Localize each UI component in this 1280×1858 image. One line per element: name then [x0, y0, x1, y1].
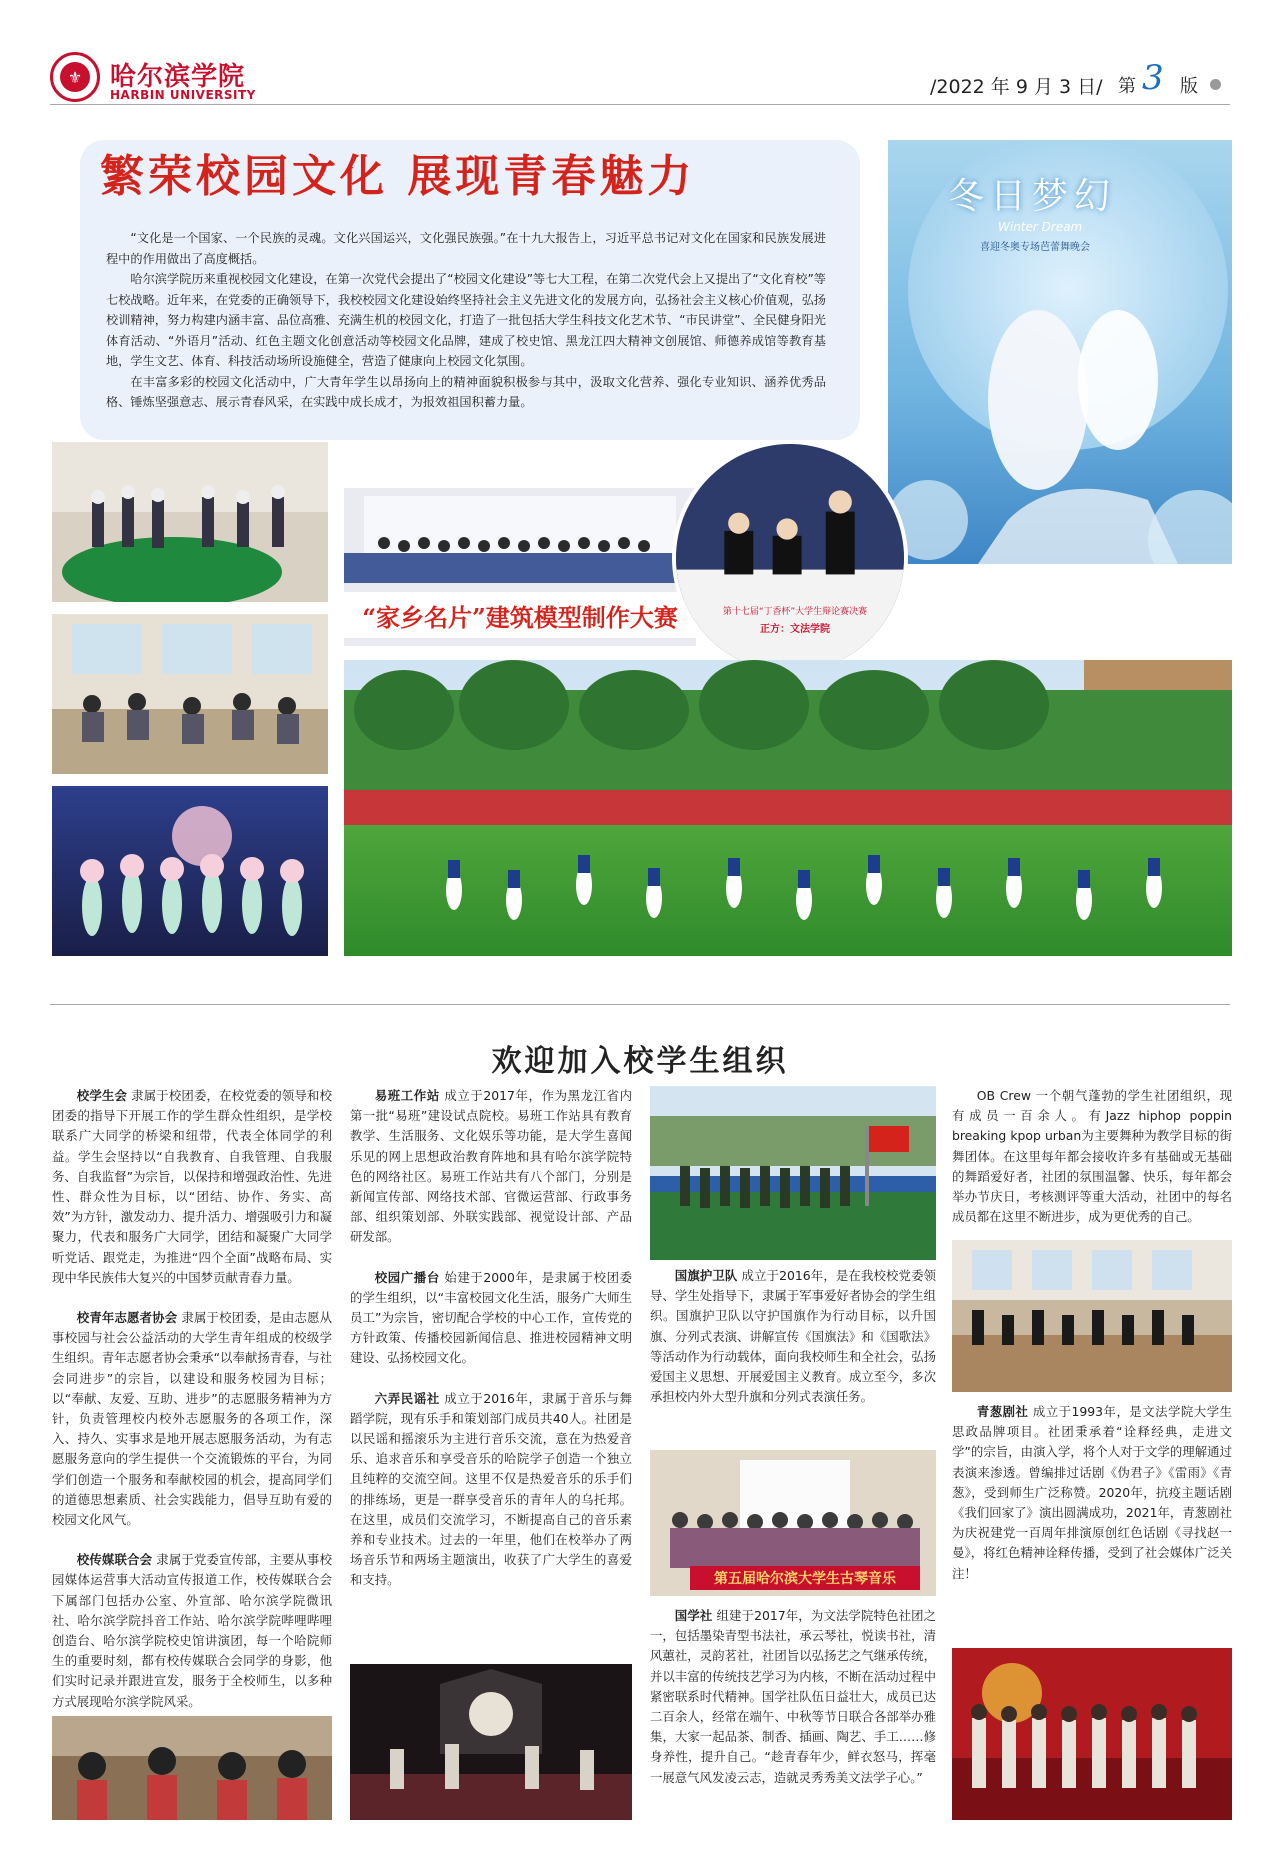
- debate-banner: 第十七届“丁香杯”大学生辩论赛决赛: [722, 607, 868, 617]
- guzheng-banner: 第五届哈尔滨大学生古琴音乐: [690, 1566, 920, 1590]
- intro-text: [106, 228, 826, 413]
- org-description: 成立于1993年，是文法学院大学生思政品牌项目。社团秉承着“诠释经典，走进文学”的宗旨，由演入学，将个人对于文学的理解通过表演来渗透。曾编排过话剧《伪君子》《雷雨》《青葱》，受到师生广泛称赞。2020年，抗疫主题话剧《我们回家了》演出圆满成功，2021年，青葱剧社为庆祝建党一百周年排演原创红色话剧《寻找赵一曼》，将红色精神诠释传播，受到了社会媒体广泛关注！: [952, 1404, 1232, 1581]
- school-name-en: HARBIN UNIVERSITY: [110, 88, 256, 102]
- org-description: 隶属于校团委，是由志愿从事校园与社会公益活动的大学生青年组成的校级学生组织。青年志愿者协会秉承“以奉献扬青春，与社会同进步”的宗旨，以建设和服务校园为目标；以“奉献、友爱、互助、进步”的志愿服务精神为方针，负责管理校内校外志愿服务的各项工作，深入、持久、实事求是地开展志愿服务活动，为有志愿服务意向的学生提供一个交流锻炼的平台，为同学们创造一个服务和奉献校园的机会，提高同学们的道德思想素质、社会实践能力，倡导互助有爱的校园文化风气。: [52, 1310, 332, 1528]
- column-3-top: [650, 1266, 936, 1427]
- main-headline: 繁荣校园文化 展现青春魅力: [100, 151, 696, 202]
- org-paragraph: [350, 1268, 632, 1369]
- org-paragraph: [52, 1308, 332, 1530]
- poster-title: 冬日梦幻: [948, 176, 1117, 217]
- org-description: 始建于2000年，是隶属于校团委的学生组织，以“丰富校园文化生活，服务广大师生员工”为宗旨，密切配合学校的中心工作，宣传党的方针政策、传播校园新闻信息、推进校园精神文明建设、弘扬校园文化。: [350, 1269, 632, 1366]
- dance-performance-photo: [52, 786, 328, 956]
- intro-paragraph: “文化是一个国家、一个民族的灵魂。文化兴国运兴，文化强民族强。”在十九大报告上，习近平总书记对文化在国家和民族发展进程中的作用做出了高度概括。: [106, 231, 826, 266]
- column-4-top: [952, 1086, 1232, 1247]
- org-description: OB Crew 一个朝气蓬勃的学生社团组织，现有成员一百余人。有Jazz hiphop poppin breaking kpop urban为主要舞种为教学目标的街舞团体。在这里每年都会接收许多有基础或无基础的舞蹈爱好者，社团的氛围温馨、快乐，每年都会举办节庆日，考核测评等重大活动，社团中的每名成员都在这里不断进步，成为更优秀的自己。: [952, 1088, 1232, 1225]
- org-description: 隶属于校团委，在校党委的领导和校团委的指导下开展工作的学生群众性组织，是学校联系广大同学的桥梁和纽带，代表全体同学的利益。学生会坚持以“自我教育、自我管理、自我服务、自我监督”为宗旨，以保持和增强政治性、先进性、群众性为目标，以“团结、协作、务实、高效”为方针，激发动力、提升活力、增强吸引力和凝聚力，代表和服务广大同学，团结和凝聚广大同学听党话、跟党走，为推进“四个全面”战略布局、实现中华民族伟大复兴的中国梦贡献青春力量。: [52, 1088, 332, 1285]
- org-name: 国学社: [674, 1608, 713, 1623]
- model-contest-photo: [344, 488, 696, 646]
- org-name: 青葱剧社: [976, 1404, 1029, 1419]
- folk-band-photo: [350, 1664, 632, 1820]
- flag-guard-photo: [650, 1086, 936, 1260]
- issue-date: /2022 年 9 月 3 日/: [930, 76, 1103, 98]
- org-paragraph: [650, 1266, 936, 1407]
- poster-description: 喜迎冬奥专场芭蕾舞晚会: [980, 242, 1090, 253]
- org-name: 校青年志愿者协会: [76, 1310, 178, 1326]
- section-title: 欢迎加入校学生组织: [491, 1044, 789, 1079]
- org-description: 成立于2016年，是在我校校党委领导、学生处指导下，隶属于军事爱好者协会的学生组织。国旗护卫队以守护国旗作为行动目标，以升国旗、分列式表演、讲解宣传《国旗法》和《国歌法》等活动作为行动载体，面向我校师生和全社会，弘扬爱国主义思想、开展爱国主义教育。成立至今，多次承担校内外大型升旗和分列式表演任务。: [650, 1268, 936, 1405]
- org-paragraph: [52, 1086, 332, 1288]
- school-name-cn: 哈尔滨学院: [110, 62, 246, 92]
- media-team-photo: [52, 1716, 332, 1820]
- org-paragraph: [350, 1086, 632, 1248]
- debate-photo: [672, 440, 908, 676]
- org-description: 隶属于党委宣传部，主要从事校园媒体运营事大活动宣传报道工作，校传媒联合会下属部门包括办公室、外宣部、哈尔滨学院微讯社、哈尔滨学院抖音工作站、哈尔滨学院哔哩哔哩创造台、哈尔滨学院校史馆讲演团，每一个哈院师生的重要时刻，都有校传媒联合会同学的身影，他们实时记录并跟进宣发，服务于全校师生，以多种方式展现哈尔滨学院风采。: [52, 1552, 332, 1709]
- sports-meet-photo: [344, 660, 1232, 956]
- logo-emblem-icon: ⚜: [60, 62, 90, 92]
- tug-of-war-photo: [52, 442, 328, 602]
- debate-side-label: 正方：文法学院: [760, 624, 830, 635]
- org-name: 易班工作站: [374, 1088, 440, 1103]
- column-2: [350, 1086, 632, 1611]
- org-paragraph: [52, 1550, 332, 1712]
- column-3-bottom: [650, 1606, 936, 1808]
- org-paragraph: [650, 1606, 936, 1788]
- guzheng-group-photo: [650, 1450, 936, 1596]
- page-dot-icon: [1210, 79, 1221, 90]
- org-paragraph: [350, 1389, 632, 1591]
- section-divider: [50, 1004, 1230, 1005]
- intro-paragraph: 在丰富多彩的校园文化活动中，广大青年学生以昂扬向上的精神面貌积极参与其中，汲取文化营养、强化专业知识、涵养优秀品格、锤炼坚强意志、展示青春风采，在实践中成长成才，为报效祖国积蓄力量。: [106, 374, 826, 409]
- org-name: 六弄民谣社: [374, 1390, 440, 1406]
- ballet-poster-photo: [888, 140, 1232, 564]
- drama-club-photo: [952, 1648, 1232, 1820]
- org-description: 成立于2017年，作为黑龙江省内第一批“易班”建设试点院校。易班工作站具有教育教学、生活服务、文化娱乐等功能，是大学生喜闻乐见的网上思想政治教育阵地和具有哈尔滨学院特色的网络社区。易班工作站共有八个部门，分别是新闻宣传部、网络技术部、官微运营部、行政事务部、组织策划部、外联实践部、视觉设计部、产品研发部。: [350, 1088, 632, 1245]
- org-name: 校园广播台: [374, 1269, 440, 1285]
- column-1: [52, 1086, 332, 1732]
- university-logo: [50, 52, 100, 102]
- page-number: 3: [1142, 58, 1164, 98]
- org-description: 成立于2016年，隶属于音乐与舞蹈学院，现有乐手和策划部门成员共40人。社团是以民谣和摇滚乐为主进行音乐交流，意在为热爱音乐、追求音乐和享受音乐的哈院学子创造一个独立且纯粹的交流空间。这里不仅是热爱音乐的乐手们的排练场，更是一群享受音乐的青年人的乌托邦。在这里，成员们交流学习，不断提高自己的音乐素养和专业技术。过去的一年里，他们在校举办了两场音乐节和两场主题演出，收获了广大学生的喜爱和支持。: [350, 1390, 632, 1588]
- page-label-suffix: 版: [1180, 76, 1198, 97]
- org-paragraph: [952, 1402, 1232, 1584]
- intro-paragraph: 哈尔滨学院历来重视校园文化建设，在第一次党代会提出了“校园文化建设”等七大工程，在第二次党代会上又提出了“文化育校”等七校战略。近年来，在党委的正确领导下，我校校园文化建设始终坚持社会主义先进文化的发展方向，弘扬社会主义核心价值观，弘扬校训精神，努力构建内涵丰富、品位高雅、充满生机的校园文化，打造了一批包括大学生科技文化艺术节、“市民讲堂”、全民健身阳光体育活动、“外语月”活动、红色主题文化创意活动等校园文化品牌，建成了校史馆、黑龙江四大精神文创展馆、师德养成馆等教育基地，学生文艺、体育、科技活动场所设施健全，营造了健康向上校园文化氛围。: [106, 272, 826, 368]
- org-name: 校学生会: [76, 1088, 128, 1103]
- org-name: 校传媒联合会: [76, 1552, 153, 1568]
- org-description: 组建于2017年，为文法学院特色社团之一，包括墨染青型书法社，承云琴社，悦读书社，清风蕙社，灵韵茗社，社团旨以弘扬艺之气继承传统，并以丰富的传统技艺学习为内核，不断在活动过程中紧密联系时代精神。国学社队伍日益壮大，成员已达二百余人，经常在端午、中秋等节日联合各部举办雅集，大家一起品茶、制香、插画、陶艺、手工……修身养性，提升自己。“趁青春年少，鲜衣怒马，挥毫一展意气风发凌云志，造就灵秀秀美文法学子心。”: [650, 1608, 936, 1785]
- street-dance-photo: [952, 1240, 1232, 1392]
- org-name: 国旗护卫队: [674, 1268, 738, 1283]
- model-contest-banner: “家乡名片”建筑模型制作大赛: [344, 592, 696, 638]
- header-divider: [50, 104, 1230, 105]
- column-4-bottom: [952, 1402, 1232, 1604]
- poster-subtitle: Winter Dream: [998, 220, 1083, 234]
- classroom-photo: [52, 614, 328, 774]
- page-label-prefix: 第: [1118, 76, 1136, 97]
- org-paragraph: [952, 1086, 1232, 1227]
